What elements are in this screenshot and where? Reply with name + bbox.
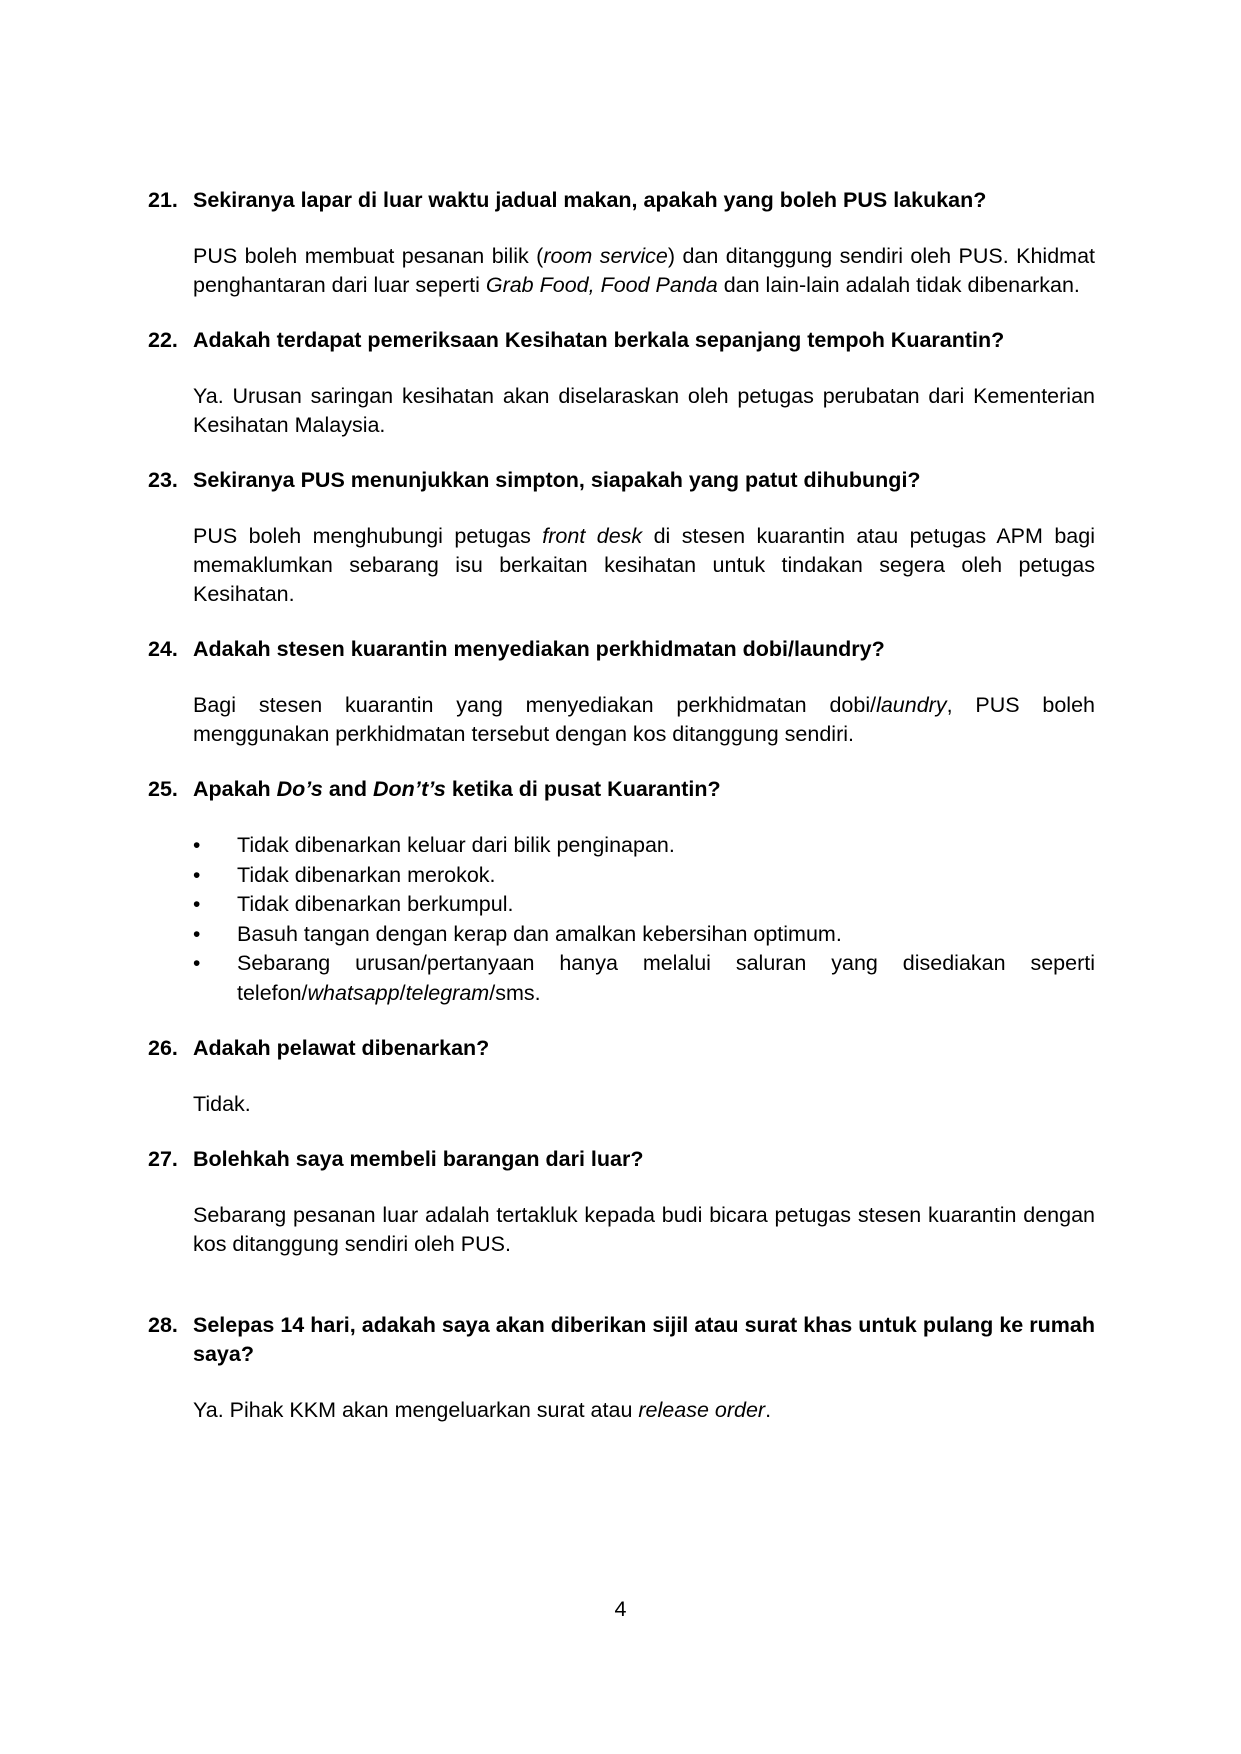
answer	[148, 522, 1095, 609]
faq-item-22	[148, 326, 1095, 440]
question-text: Sekiranya lapar di luar waktu jadual makan, apakah yang boleh PUS lakukan?	[193, 188, 987, 212]
list-item: • Tidak dibenarkan merokok.	[193, 861, 1095, 891]
answer: Ya. Urusan saringan kesihatan akan diselaraskan oleh petugas perubatan dari Kementerian Kesihatan Malaysia.	[193, 384, 1095, 437]
answer-text: Bagi stesen kuarantin yang menyediakan perkhidmatan dobi/	[193, 693, 877, 717]
question	[148, 775, 1095, 804]
answer-text-italic: laundry	[876, 693, 947, 717]
question-number: 23.	[148, 468, 178, 492]
answer-text-italic: front desk	[542, 524, 643, 548]
faq-item-21	[148, 186, 1095, 300]
answer-text: ) dan ditanggung sendiri oleh PUS. Khidmat penghantaran dari luar seperti	[193, 244, 1095, 297]
question-number: 24.	[148, 637, 178, 661]
question	[148, 186, 1095, 215]
list-item-text: Sebarang urusan/pertanyaan hanya melalui saluran yang disediakan seperti telefon/	[237, 951, 1095, 1005]
list-item-text: /	[399, 980, 406, 1005]
answer: Sebarang pesanan luar adalah tertakluk kepada budi bicara petugas stesen kuarantin dengan kos ditanggung sendiri oleh PUS.	[193, 1203, 1095, 1256]
question-text: Apakah	[193, 777, 277, 801]
faq-item-26	[148, 1034, 1095, 1119]
question-number: 26.	[148, 1036, 178, 1060]
list-item-text-italic: telegram	[405, 980, 490, 1005]
question	[148, 635, 1095, 664]
dos-donts-list	[148, 831, 1095, 1008]
question-text: Adakah pelawat dibenarkan?	[193, 1036, 490, 1060]
answer-text: Ya. Pihak KKM akan mengeluarkan surat atau	[193, 1398, 639, 1422]
faq-item-25	[148, 775, 1095, 1008]
answer-text: , PUS boleh menggunakan perkhidmatan tersebut dengan kos ditanggung sendiri.	[193, 693, 1095, 746]
answer-text: dan lain-lain adalah tidak dibenarkan.	[717, 273, 1080, 297]
document-page	[148, 186, 1095, 1425]
page-number: 4	[614, 1597, 627, 1621]
list-item	[193, 949, 1095, 1008]
question	[148, 1145, 1095, 1174]
answer-text-italic: room service	[543, 244, 668, 268]
answer	[148, 691, 1095, 749]
answer-text: .	[765, 1398, 772, 1422]
question-text: Selepas 14 hari, adakah saya akan diberikan sijil atau surat khas untuk pulang ke rumah saya?	[193, 1313, 1095, 1366]
question	[148, 1034, 1095, 1063]
list-item: • Tidak dibenarkan keluar dari bilik penginapan.	[193, 831, 1095, 861]
question-number: 21.	[148, 188, 178, 212]
list-item: • Basuh tangan dengan kerap dan amalkan kebersihan optimum.	[193, 920, 1095, 950]
answer-text: PUS boleh menghubungi petugas	[193, 524, 543, 548]
list-item: • Tidak dibenarkan berkumpul.	[193, 890, 1095, 920]
question-text: Adakah stesen kuarantin menyediakan perkhidmatan dobi/laundry?	[193, 637, 885, 661]
question-number: 25.	[148, 777, 178, 801]
question-text: ketika di pusat Kuarantin?	[445, 777, 721, 801]
answer-text: PUS boleh membuat pesanan bilik (	[193, 244, 544, 268]
question	[148, 466, 1095, 495]
question-text-italic: Do’s	[276, 777, 323, 801]
question	[148, 326, 1095, 355]
answer	[148, 242, 1095, 300]
list-item-text-italic: whatsapp	[307, 980, 400, 1005]
question-number: 22.	[148, 328, 178, 352]
question-number: 27.	[148, 1147, 178, 1171]
answer-text-italic: Grab Food, Food Panda	[485, 273, 718, 297]
faq-item-27	[148, 1145, 1095, 1259]
question	[148, 1311, 1095, 1369]
answer: Tidak.	[193, 1092, 251, 1116]
question-text: and	[322, 777, 374, 801]
question-text-italic: Don’t’s	[373, 777, 446, 801]
answer	[148, 1396, 1095, 1425]
question-text: Adakah terdapat pemeriksaan Kesihatan berkala sepanjang tempoh Kuarantin?	[193, 328, 1005, 352]
faq-item-24	[148, 635, 1095, 749]
faq-item-28	[148, 1311, 1095, 1425]
answer-text: di stesen kuarantin atau petugas APM bagi memaklumkan sebarang isu berkaitan kesihatan untuk tindakan segera oleh petugas Kesihatan.	[193, 524, 1095, 606]
question-text: Sekiranya PUS menunjukkan simpton, siapakah yang patut dihubungi?	[193, 468, 921, 492]
list-item-text: /sms.	[489, 980, 541, 1005]
faq-item-23	[148, 466, 1095, 609]
question-text: Bolehkah saya membeli barangan dari luar?	[193, 1147, 644, 1171]
question-number: 28.	[148, 1313, 178, 1337]
answer-text-italic: release order	[638, 1398, 766, 1422]
